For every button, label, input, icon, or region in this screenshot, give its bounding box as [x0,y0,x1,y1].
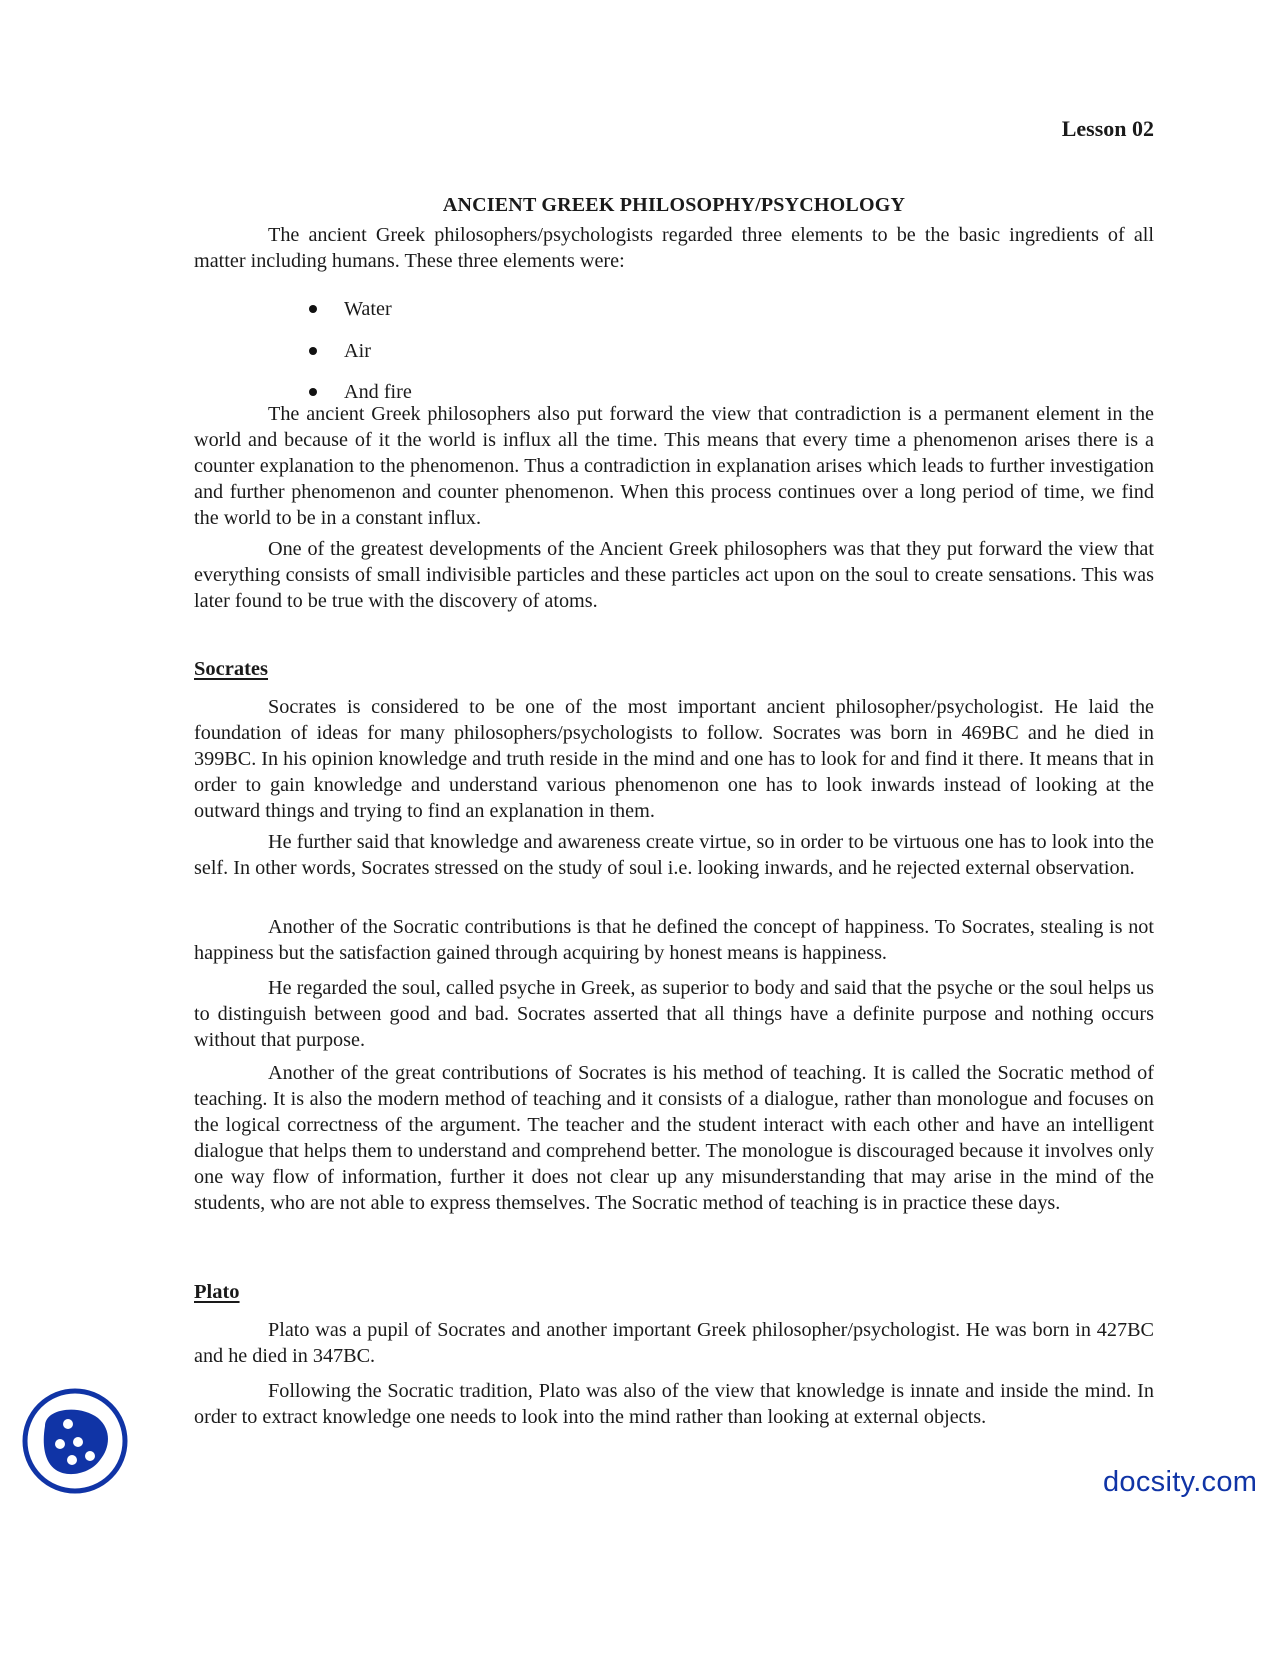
section-heading-plato: Plato [194,1281,240,1303]
socrates-paragraph-5: Another of the great contributions of Socrates is his method of teaching. It is called the Socratic method of teaching. It is also the modern method of teaching and it consists of a dialogue, rather than monologue and focuses on the logical correctness of the argument. The teacher and the student interact with each other and have an intelligent dialogue that helps them to understand and comprehend better. The monologue is discouraged because it involves only one way flow of information, further it does not clear up any misunderstanding that may arise in the mind of the students, who are not able to express themselves. The Socratic method of teaching is in practice these days. [194,1062,1154,1214]
intro-paragraph-1: The ancient Greek philosophers/psychologists regarded three elements to be the basic ingredients of all matter including humans. These three elements were: [194,224,1154,272]
bullet-icon [309,305,317,313]
list-item-label: Air [344,339,371,362]
lesson-label: Lesson 02 [1061,116,1154,141]
list-item [194,338,1154,380]
page-title: ANCIENT GREEK PHILOSOPHY/PSYCHOLOGY [442,194,906,216]
bullet-icon [309,347,317,355]
docsity-logo-icon [20,1386,130,1496]
intro-paragraph-2: The ancient Greek philosophers also put forward the view that contradiction is a permanent element in the world and because of it the world is influx all the time. This means that every time a phenomenon arises there is a counter explanation to the phenomenon. Thus a contradiction in explanation arises which leads to further investigation and further phenomenon and counter phenomenon. When this process continues over a long period of time, we find the world to be in a constant influx. [194,403,1154,529]
intro-paragraph-3: One of the greatest developments of the Ancient Greek philosophers was that they put forward the view that everything consists of small indivisible particles and these particles act upon on the soul to create sensations. This was later found to be true with the discovery of atoms. [194,538,1154,612]
brand-watermark[interactable]: docsity.com [1103,1466,1258,1498]
socrates-paragraph-3: Another of the Socratic contributions is that he defined the concept of happiness. To Socrates, stealing is not happiness but the satisfaction gained through acquiring by honest means is happiness. [194,916,1154,964]
plato-paragraph-2: Following the Socratic tradition, Plato was also of the view that knowledge is innate and inside the mind. In order to extract knowledge one needs to look into the mind rather than looking at external objects. [194,1380,1154,1428]
section-heading-socrates: Socrates [194,658,269,680]
socrates-paragraph-1: Socrates is considered to be one of the most important ancient philosopher/psychologist. He laid the foundation of ideas for many philosophers/psychologists to follow. Socrates was born in 469BC and he died in 399BC. In his opinion knowledge and truth reside in the mind and one has to look for and find it there. It means that in order to gain knowledge and understand various phenomenon one has to look inwards instead of looking at the outward things and trying to find an explanation in them. [194,696,1154,822]
list-item-label: Water [344,298,392,320]
bullet-icon [309,388,317,396]
list-item-label: And fire [344,381,412,403]
list-item [194,296,1154,338]
socrates-paragraph-2: He further said that knowledge and awareness create virtue, so in order to be virtuous one has to look into the self. In other words, Socrates stressed on the study of soul i.e. looking inwards, and he rejected external observation. [194,831,1154,879]
plato-paragraph-1: Plato was a pupil of Socrates and another important Greek philosopher/psychologist. He was born in 427BC and he died in 347BC. [194,1319,1154,1367]
socrates-paragraph-4: He regarded the soul, called psyche in Greek, as superior to body and said that the psyche or the soul helps us to distinguish between good and bad. Socrates asserted that all things have a definite purpose and nothing occurs without that purpose. [194,977,1154,1051]
